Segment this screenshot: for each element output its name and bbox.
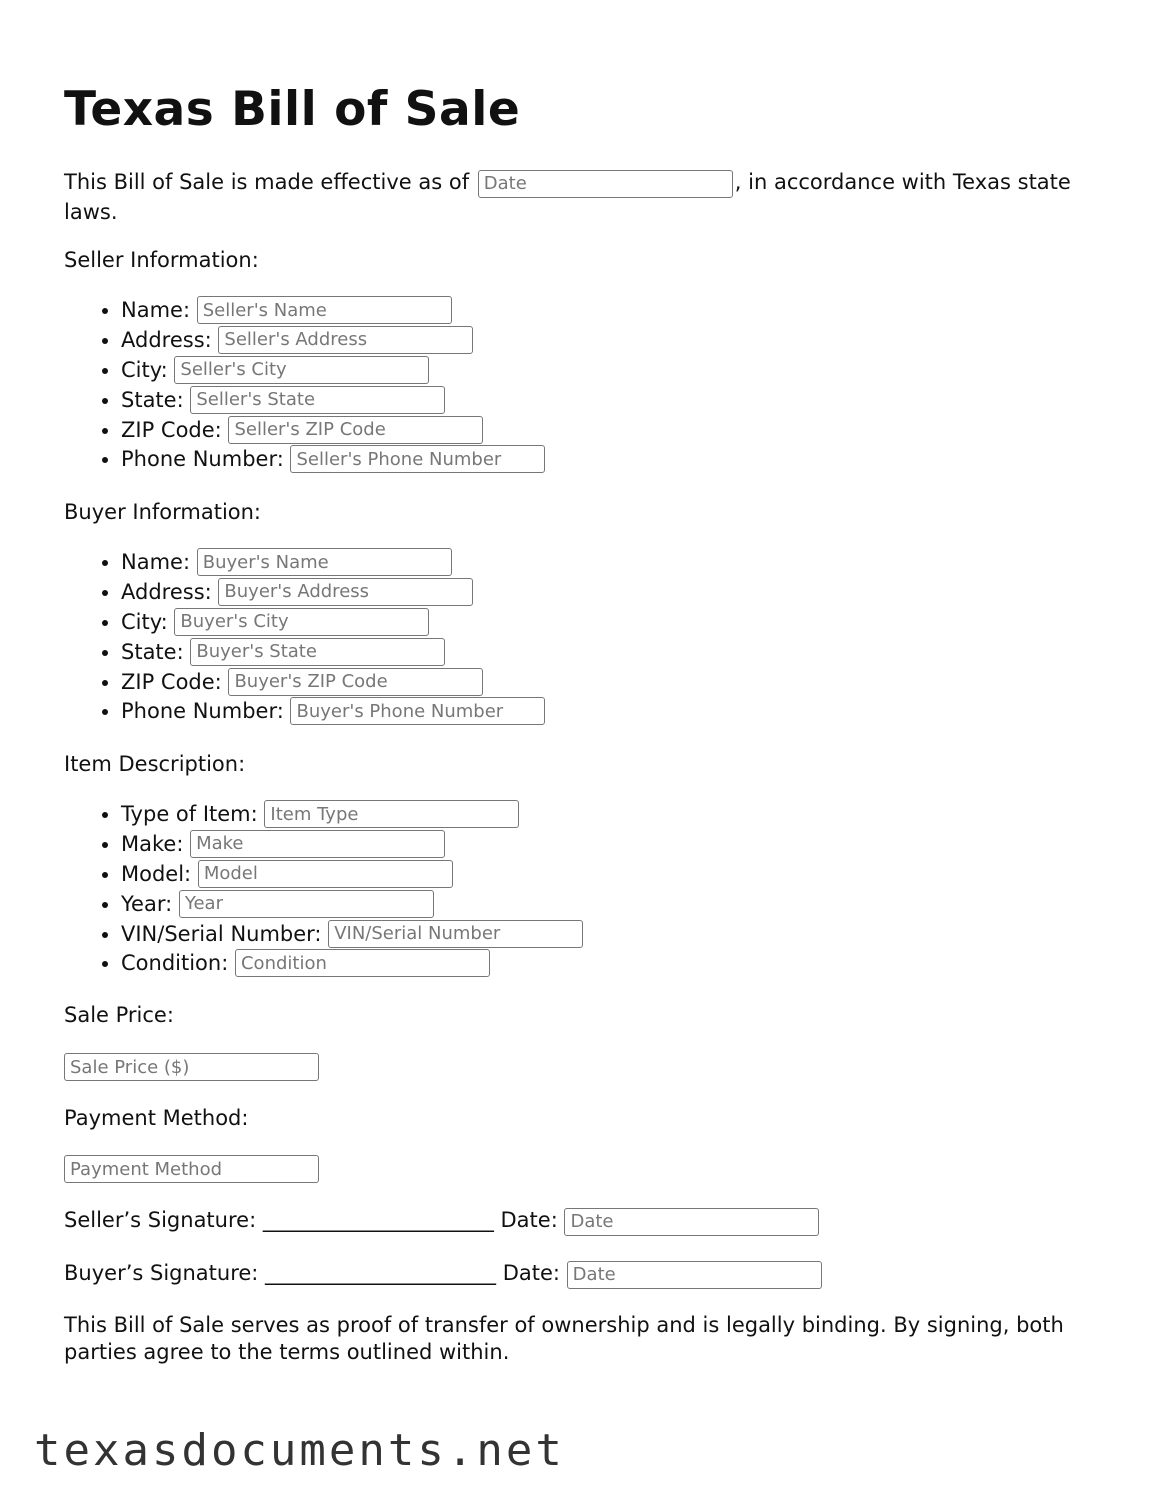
field-label: State: — [121, 387, 184, 412]
field-label: ZIP Code: — [121, 669, 222, 694]
intro-text-after: , in accordance with Texas state laws. — [64, 170, 1071, 224]
effective-date-input[interactable] — [478, 170, 733, 198]
list-item — [121, 860, 583, 890]
list-item — [121, 548, 545, 578]
buyer-zip-input[interactable] — [228, 668, 483, 696]
seller-signature-label: Seller’s Signature: ______________________ Date: — [64, 1208, 565, 1232]
seller-zip-input[interactable] — [228, 416, 483, 444]
list-item — [121, 697, 545, 727]
page-title: Texas Bill of Sale — [64, 82, 521, 137]
site-watermark: texasdocuments.net — [34, 1425, 565, 1476]
list-item — [121, 326, 545, 356]
field-label: Address: — [121, 579, 212, 604]
buyer-name-input[interactable] — [197, 548, 452, 576]
seller-signature-date-input[interactable] — [564, 1208, 819, 1236]
list-item — [121, 578, 545, 608]
list-item — [121, 296, 545, 326]
field-label: State: — [121, 639, 184, 664]
field-label: Phone Number: — [121, 447, 284, 472]
list-item — [121, 608, 545, 638]
field-label: Make: — [121, 831, 184, 856]
seller-signature-line — [64, 1206, 819, 1236]
field-label: Year: — [121, 891, 173, 916]
seller-address-input[interactable] — [218, 326, 473, 354]
list-item — [121, 638, 545, 668]
list-item — [121, 668, 545, 698]
sale-price-heading: Sale Price: — [64, 1003, 174, 1027]
field-label: VIN/Serial Number: — [121, 921, 322, 946]
list-item — [121, 386, 545, 416]
list-item — [121, 445, 545, 475]
seller-heading: Seller Information: — [64, 248, 259, 272]
intro-text-before: This Bill of Sale is made effective as of — [64, 170, 476, 194]
buyer-signature-date-input[interactable] — [567, 1261, 822, 1289]
list-item — [121, 356, 545, 386]
field-label: City: — [121, 609, 168, 634]
item-heading: Item Description: — [64, 752, 246, 776]
buyer-fields-list — [64, 548, 545, 727]
buyer-address-input[interactable] — [218, 578, 473, 606]
payment-method-input[interactable] — [64, 1155, 319, 1183]
field-label: City: — [121, 357, 168, 382]
field-label: Name: — [121, 298, 191, 322]
intro-paragraph — [64, 168, 1074, 227]
payment-method-heading: Payment Method: — [64, 1106, 249, 1130]
seller-city-input[interactable] — [174, 356, 429, 384]
buyer-phone-input[interactable] — [290, 697, 545, 725]
seller-fields-list — [64, 296, 545, 475]
buyer-signature-line — [64, 1259, 822, 1289]
item-fields-list — [64, 800, 583, 979]
field-label: Type of Item: — [121, 802, 258, 826]
list-item — [121, 416, 545, 446]
seller-state-input[interactable] — [190, 386, 445, 414]
item-year-input[interactable] — [179, 890, 434, 918]
field-label: Condition: — [121, 951, 229, 976]
list-item — [121, 830, 583, 860]
item-condition-input[interactable] — [235, 949, 490, 977]
seller-phone-input[interactable] — [290, 445, 545, 473]
field-label: Model: — [121, 861, 192, 886]
item-model-input[interactable] — [198, 860, 453, 888]
sale-price-input[interactable] — [64, 1053, 319, 1081]
field-label: Name: — [121, 550, 191, 574]
item-vin-input[interactable] — [328, 920, 583, 948]
item-type-input[interactable] — [264, 800, 519, 828]
buyer-state-input[interactable] — [190, 638, 445, 666]
list-item — [121, 920, 583, 950]
seller-name-input[interactable] — [197, 296, 452, 324]
buyer-heading: Buyer Information: — [64, 500, 262, 524]
list-item — [121, 949, 583, 979]
field-label: Phone Number: — [121, 699, 284, 724]
item-make-input[interactable] — [190, 830, 445, 858]
list-item — [121, 890, 583, 920]
field-label: Address: — [121, 327, 212, 352]
closing-paragraph: This Bill of Sale serves as proof of transfer of ownership and is legally binding. By signing, both parties agree to the terms outlined within. — [64, 1313, 1064, 1364]
list-item — [121, 800, 583, 830]
field-label: ZIP Code: — [121, 417, 222, 442]
buyer-signature-label: Buyer’s Signature: ______________________ Date: — [64, 1261, 567, 1285]
buyer-city-input[interactable] — [174, 608, 429, 636]
